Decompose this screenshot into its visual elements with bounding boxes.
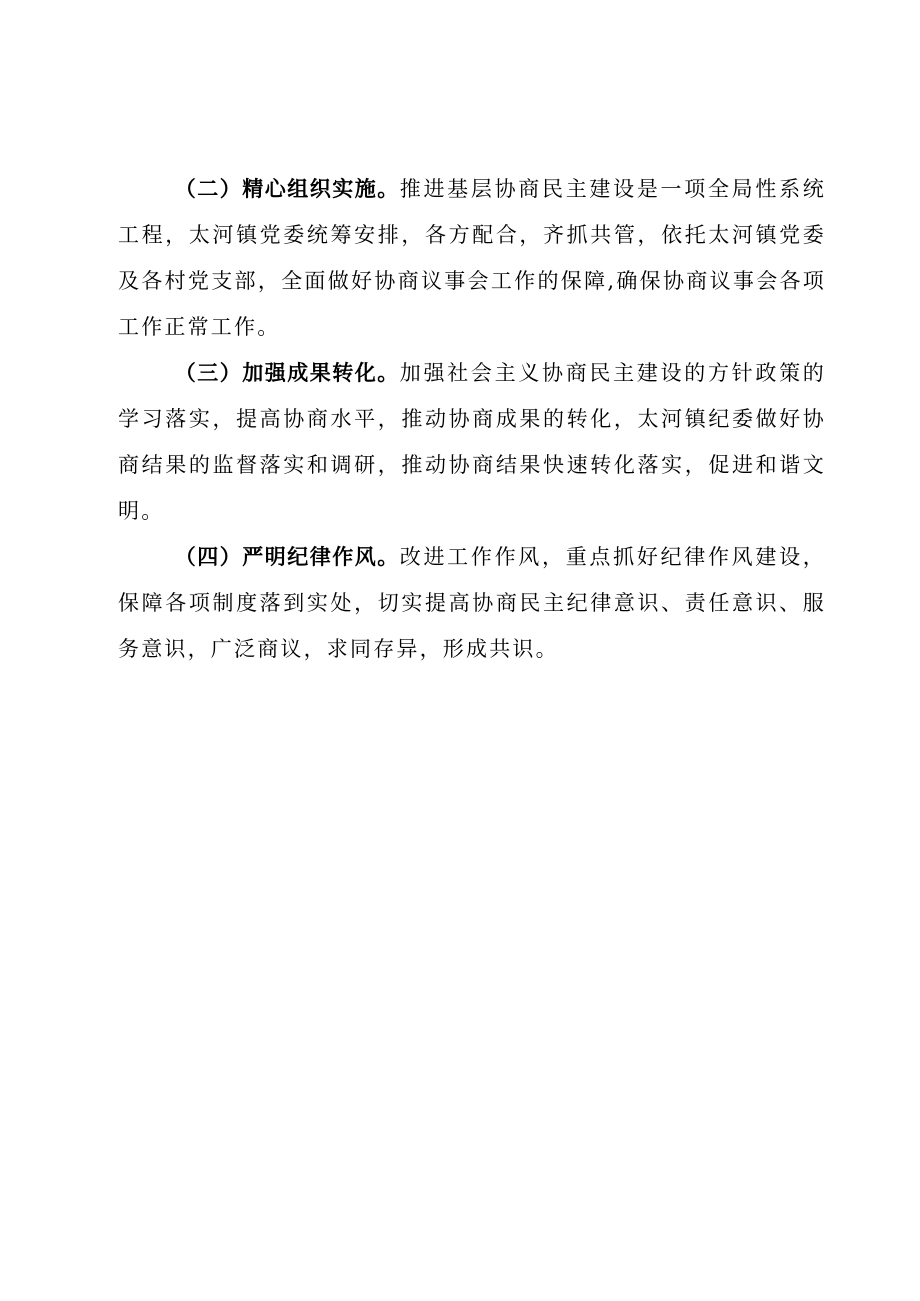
- document-body: [118, 166, 826, 672]
- paragraph-text: 推进基层协商民主建设是一项全局性系统工程，太河镇党委统筹安排，各方配合，齐抓共管，依托太河镇党委及各村党支部，全面做好协商议事会工作的保障,确保协商议事会各项工作正常工作。: [118, 177, 826, 339]
- paragraph-text: 加强社会主义协商民主建设的方针政策的学习落实，提高协商水平，推动协商成果的转化，太河镇纪委做好协商结果的监督落实和调研，推动协商结果快速转化落实，促进和谐文明。: [118, 361, 826, 523]
- paragraph-strict-discipline: [118, 534, 826, 672]
- paragraph-strengthen-results: [118, 350, 826, 534]
- paragraph-heading: （二）精心组织实施。: [174, 176, 400, 201]
- paragraph-heading: （三）加强成果转化。: [174, 360, 400, 385]
- paragraph-heading: （四）严明纪律作风。: [174, 544, 400, 569]
- paragraph-organize-implementation: [118, 166, 826, 350]
- paragraph-text: 改进工作作风，重点抓好纪律作风建设，保障各项制度落到实处，切实提高协商民主纪律意识、责任意识、服务意识，广泛商议，求同存异，形成共识。: [118, 545, 826, 661]
